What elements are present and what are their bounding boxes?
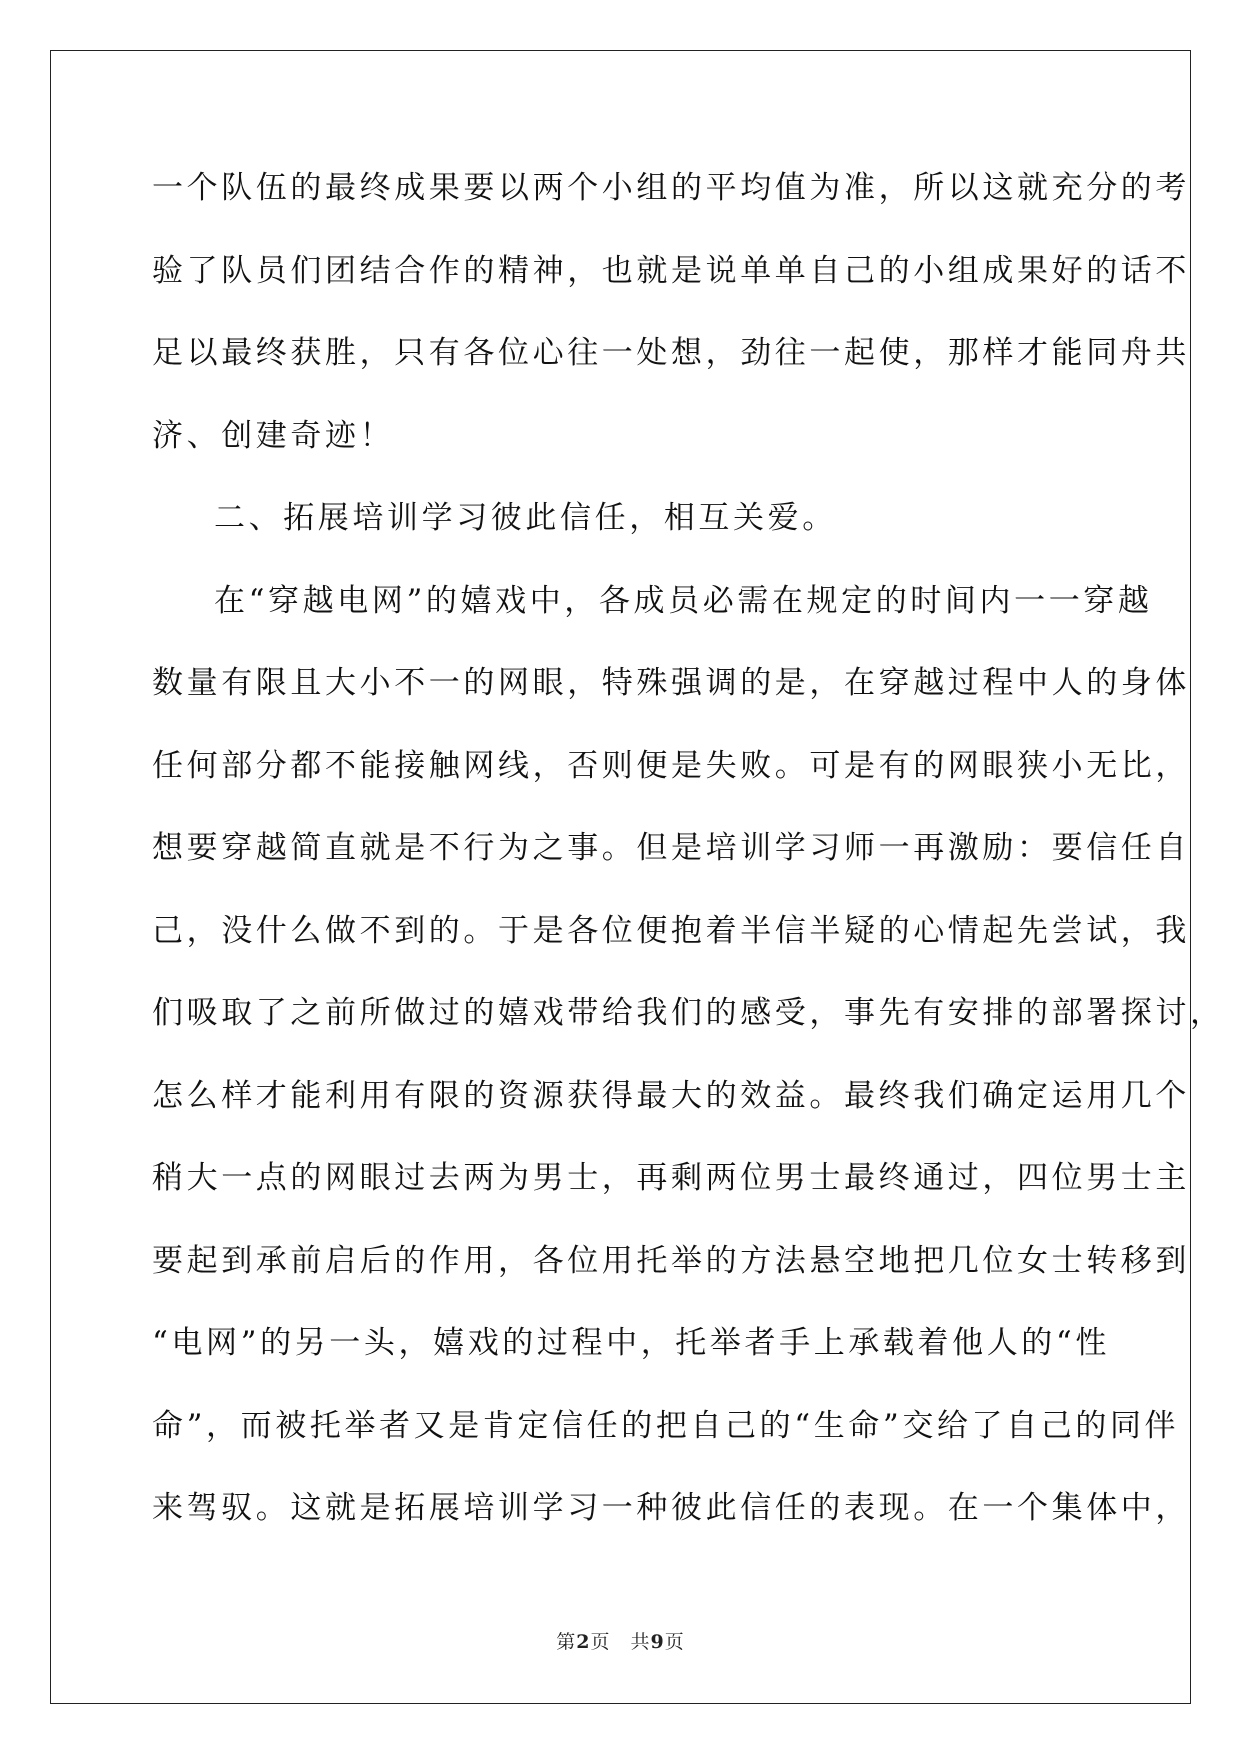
text-line: 来驾驭。这就是拓展培训学习一种彼此信任的表现。在一个集体中， (152, 1490, 1190, 1526)
document-body (152, 158, 1225, 1561)
text-line: 足以最终获胜，只有各位心往一处想，劲往一起使，那样才能同舟共 (152, 335, 1190, 371)
text-line: 任何部分都不能接触网线，否则便是失败。可是有的网眼狭小无比， (152, 747, 1190, 784)
text-line: 要起到承前启后的作用，各位用托举的方法悬空地把几位女士转移到 (152, 1242, 1190, 1279)
page-footer (0, 1627, 1241, 1654)
text-line: 命”，而被托举者又是肯定信任的把自己的“生命”交给了自己的同伴 (152, 1407, 1180, 1444)
page-mid: 页 共 (590, 1631, 651, 1653)
text-line: 济、创建奇迹！ (152, 417, 395, 454)
page-current: 2 (576, 1631, 591, 1653)
text-line: 二、拓展培训学习彼此信任，相互关爱。 (214, 500, 837, 536)
text-line: 数量有限且大小不一的网眼，特殊强调的是，在穿越过程中人的身体 (152, 665, 1190, 701)
text-line: 稍大一点的网眼过去两为男士，再剩两位男士最终通过，四位男士主 (152, 1160, 1190, 1196)
text-line: 们吸取了之前所做过的嬉戏带给我们的感受，事先有安排的部署探讨， (152, 995, 1225, 1031)
page-suffix: 页 (664, 1631, 685, 1653)
text-line: 想要穿越简直就是不行为之事。但是培训学习师一再激励：要信任自 (152, 830, 1190, 866)
text-line: “电网”的另一头，嬉戏的过程中，托举者手上承载着他人的“性 (152, 1325, 1110, 1361)
text-line: 怎么样才能利用有限的资源获得最大的效益。最终我们确定运用几个 (152, 1077, 1190, 1114)
text-line: 一个队伍的最终成果要以两个小组的平均值为准，所以这就充分的考 (152, 170, 1190, 206)
text-line: 验了队员们团结合作的精神，也就是说单单自己的小组成果好的话不 (152, 252, 1190, 289)
page-prefix: 第 (556, 1631, 577, 1653)
page-total: 9 (650, 1631, 665, 1653)
text-line: 在“穿越电网”的嬉戏中，各成员必需在规定的时间内一一穿越 (214, 582, 1153, 619)
text-line: 己，没什么做不到的。于是各位便抱着半信半疑的心情起先尝试，我 (152, 912, 1190, 949)
